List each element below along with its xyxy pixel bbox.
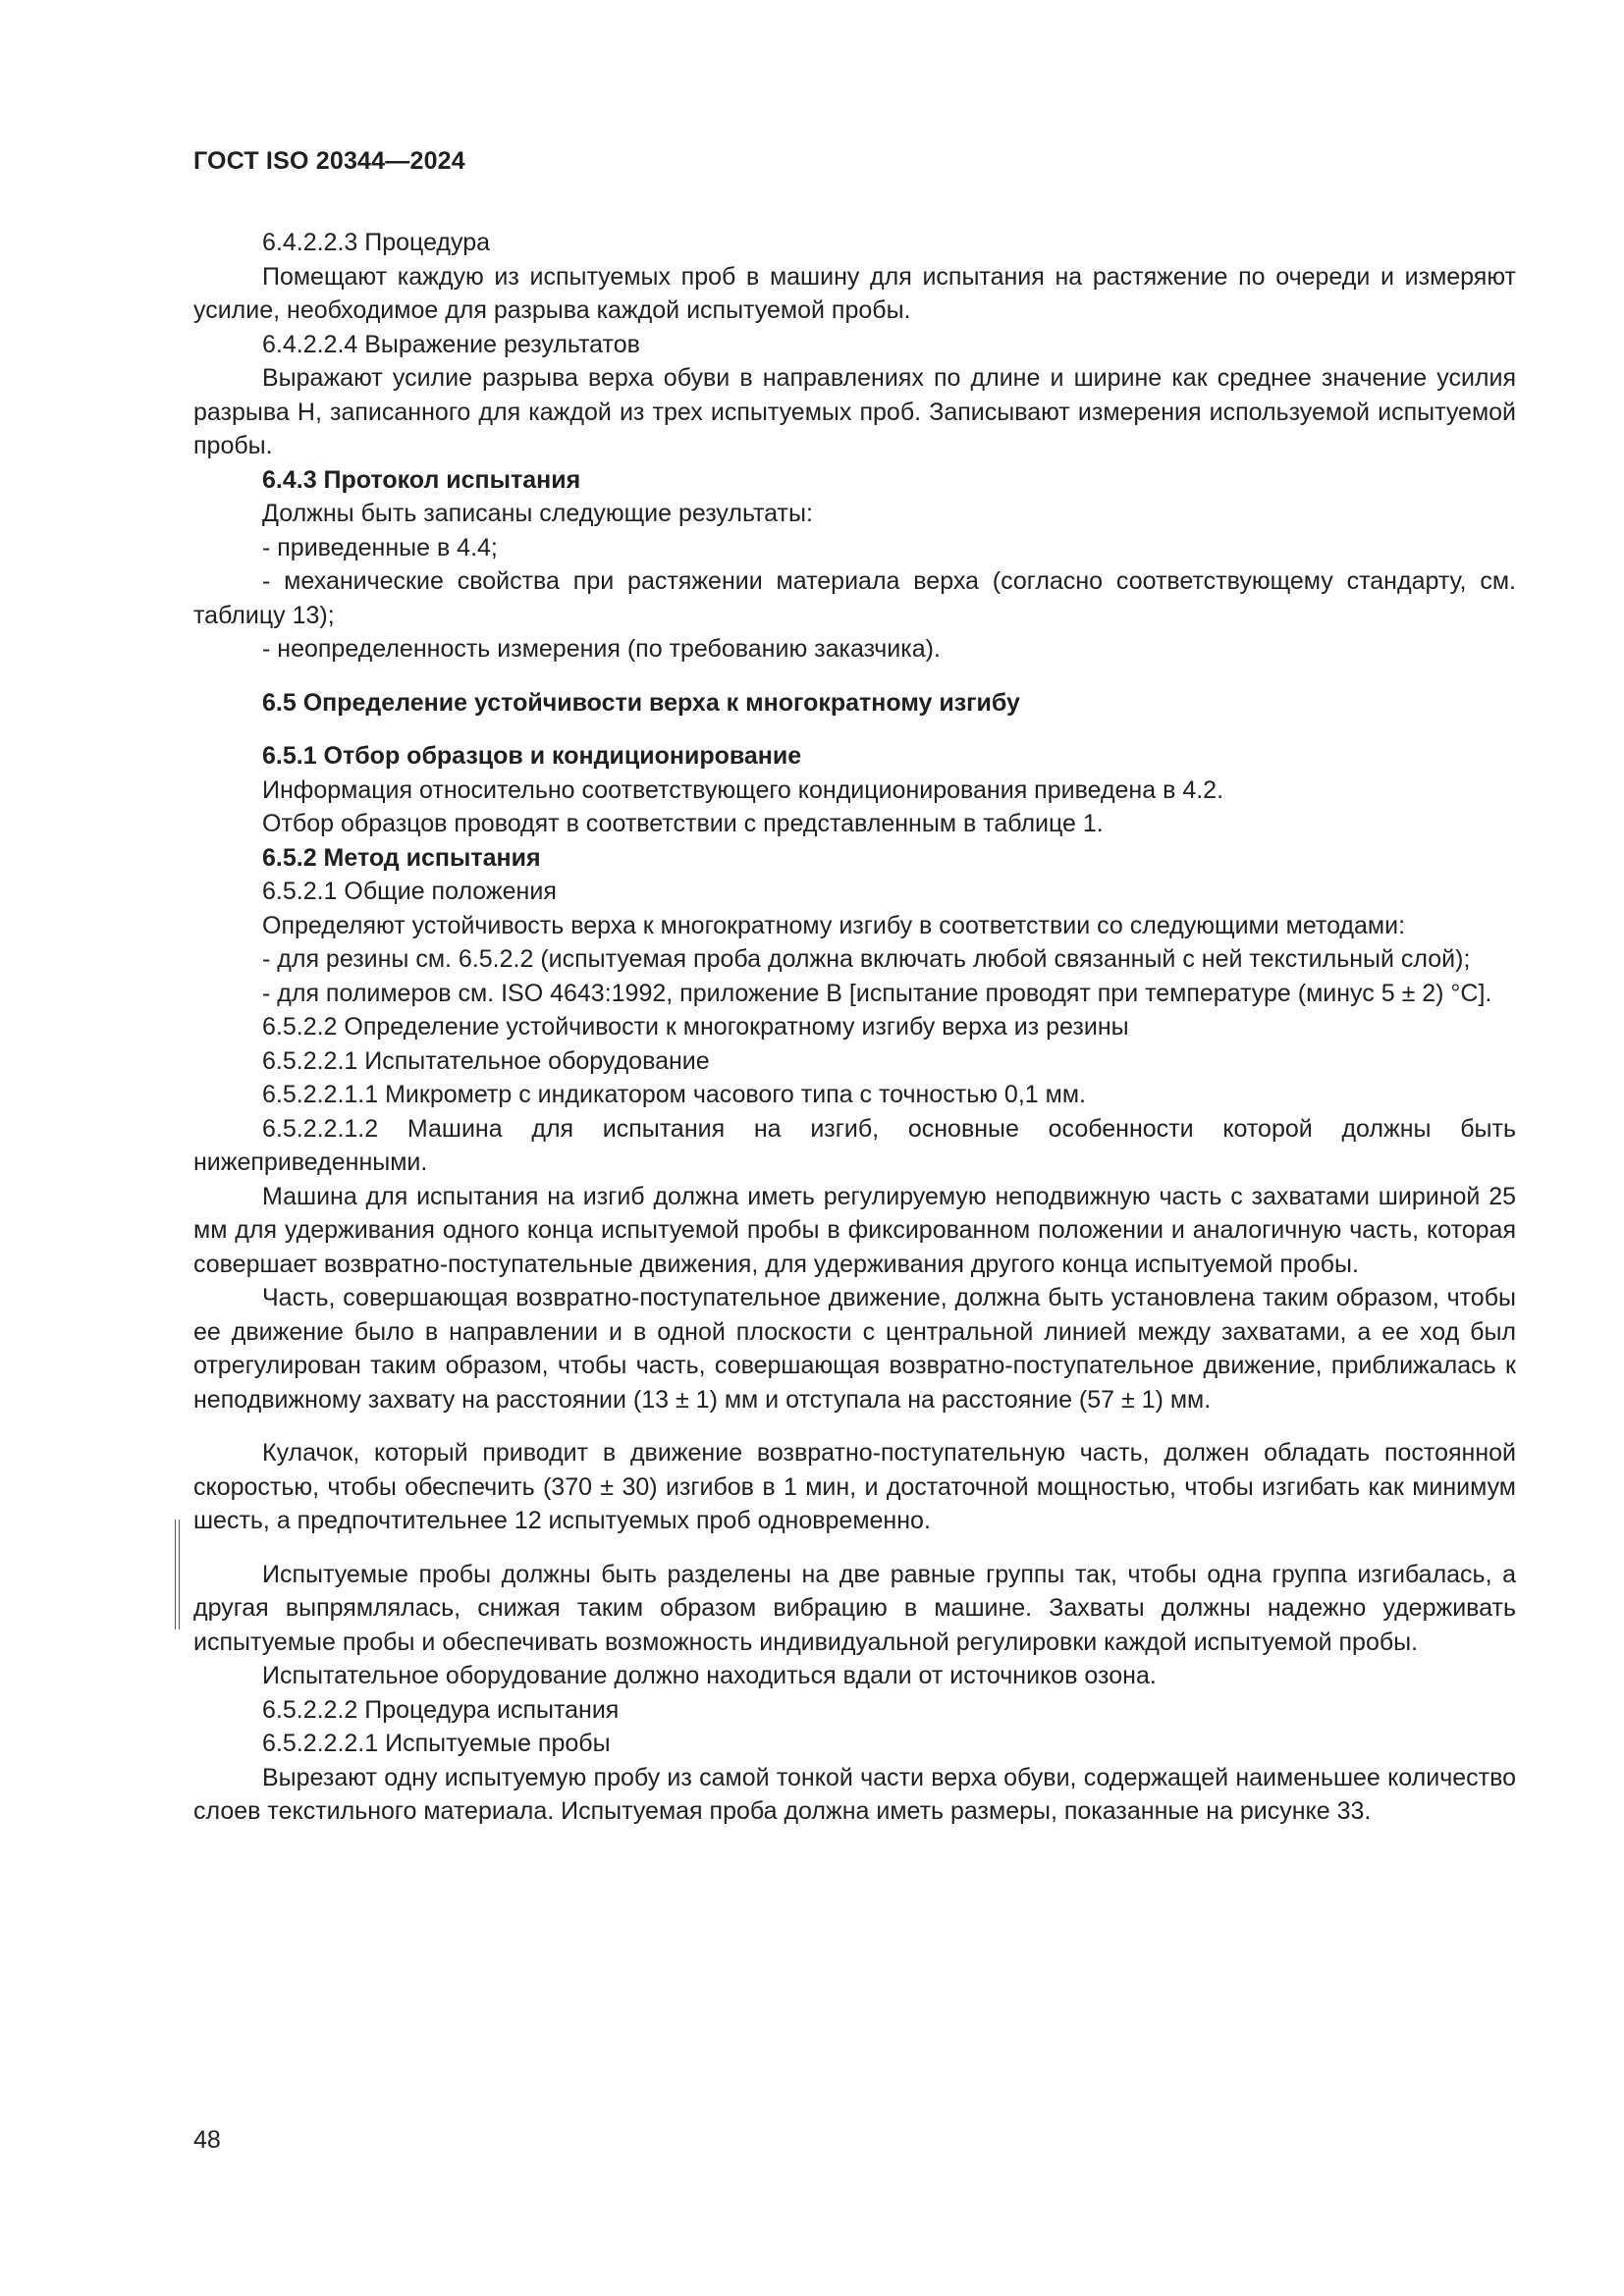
section-6-5-2-heading: 6.5.2 Метод испытания — [262, 843, 541, 872]
paragraph: Отбор образцов проводят в соответствии с представленным в таблице 1. — [262, 810, 1104, 837]
list-item: - для полимеров см. ISO 4643:1992, приложение В [испытание проводят при температуре (минус 5 ± 2) °С]. — [262, 979, 1492, 1007]
page-body — [193, 226, 1516, 1829]
list-item: - для резины см. 6.5.2.2 (испытуемая проба должна включать любой связанный с ней текстильный слой); — [262, 945, 1471, 973]
paragraph: Испытательное оборудование должно находиться вдали от источников озона. — [262, 1662, 1157, 1689]
paragraph: Выражают усилие разрыва верха обуви в направлениях по длине и ширине как среднее значение усилия разрыва Н, записанного для каждой из трех испытуемых проб. Записывают измерения используемой испытуемой пробы. — [193, 364, 1516, 459]
section-6-5-1-heading: 6.5.1 Отбор образцов и кондиционирование — [262, 742, 802, 770]
paragraph: Испытуемые пробы должны быть разделены на две равные группы так, чтобы одна группа изгибалась, а другая выпрямлялась, снижая таким образом вибрацию в машине. Захваты должны надежно удерживать испытуемые пробы и обеспечивать возможность индивидуальной регулировки каждой испытуемой пробы. — [193, 1560, 1516, 1656]
paragraph: 6.5.2.2.1.1 Микрометр с индикатором часового типа с точностью 0,1 мм. — [262, 1081, 1086, 1108]
list-item: - неопределенность измерения (по требованию заказчика). — [262, 635, 941, 663]
clause-6-5-2-2-heading: 6.5.2.2 Определение устойчивости к многократному изгибу верха из резины — [262, 1013, 1129, 1041]
clause-6-4-2-2-3-heading: 6.4.2.2.3 Процедура — [262, 229, 491, 256]
paragraph: 6.5.2.2.1.2 Машина для испытания на изгиб, основные особенности которой должны быть нижеприведенными. — [193, 1114, 1516, 1176]
section-6-4-3-heading: 6.4.3 Протокол испытания — [262, 465, 581, 494]
clause-6-5-2-2-2-1-heading: 6.5.2.2.2.1 Испытуемые пробы — [262, 1730, 611, 1757]
paragraph-changed: Кулачок, который приводит в движение возвратно-поступательную часть, должен обладать постоянной скоростью, чтобы обеспечить (370 ± 30) изгибов в 1 мин, и достаточной мощностью, чтобы изгибать как минимум шесть, а предпочтительнее 12 испытуемых проб одновременно. — [193, 1439, 1516, 1534]
clause-6-5-2-2-1-heading: 6.5.2.2.1 Испытательное оборудование — [262, 1046, 710, 1075]
clause-6-4-2-2-4-heading: 6.4.2.2.4 Выражение результатов — [262, 330, 640, 358]
page-number: 48 — [193, 2126, 221, 2154]
paragraph: Вырезают одну испытуемую пробу из самой тонкой части верха обуви, содержащей наименьшее количество слоев текстильного материала. Испытуемая проба должна иметь размеры, показанные на рисунке 33. — [193, 1763, 1516, 1825]
paragraph: Машина для испытания на изгиб должна иметь регулируемую неподвижную часть с захватами шириной 25 мм для удерживания одного конца испытуемой пробы в фиксированном положении и аналогичную часть, которая совершает возвратно-поступательные движения, для удерживания другого конца испытуемой пробы. — [193, 1182, 1516, 1278]
paragraph: Должны быть записаны следующие результаты: — [262, 500, 813, 527]
clause-6-5-2-1-heading: 6.5.2.1 Общие положения — [262, 878, 557, 905]
paragraph: Определяют устойчивость верха к многократному изгибу в соответствии со следующими методами: — [262, 911, 1406, 939]
paragraph: Часть, совершающая возвратно-поступательное движение, должна быть установлена таким образом, чтобы ее движение было в направлении и в одной плоскости с центральной линией между захватами, а ее ход был отрегулирован таким образом, чтобы часть, совершающая возвратно-поступательное движение, приближалась к неподвижному захвату на расстоянии (13 ± 1) мм и отступала на расстояние (57 ± 1) мм. — [193, 1284, 1516, 1414]
section-6-5-heading: 6.5 Определение устойчивости верха к многократному изгибу — [262, 688, 1020, 717]
clause-6-5-2-2-2-heading: 6.5.2.2.2 Процедура испытания — [262, 1695, 620, 1724]
paragraph: Помещают каждую из испытуемых проб в машину для испытания на растяжение по очереди и измеряют усилие, необходимое для разрыва каждой испытуемой пробы. — [193, 262, 1516, 324]
paragraph: Информация относительно соответствующего кондиционирования приведена в 4.2. — [262, 775, 1224, 804]
list-item: - механические свойства при растяжении материала верха (согласно соответствующему стандарту, см. таблицу 13); — [193, 567, 1516, 629]
list-item: - приведенные в 4.4; — [262, 533, 498, 561]
document-header: ГОСТ ISO 20344—2024 — [193, 147, 465, 175]
revision-change-bar — [175, 1520, 180, 1629]
